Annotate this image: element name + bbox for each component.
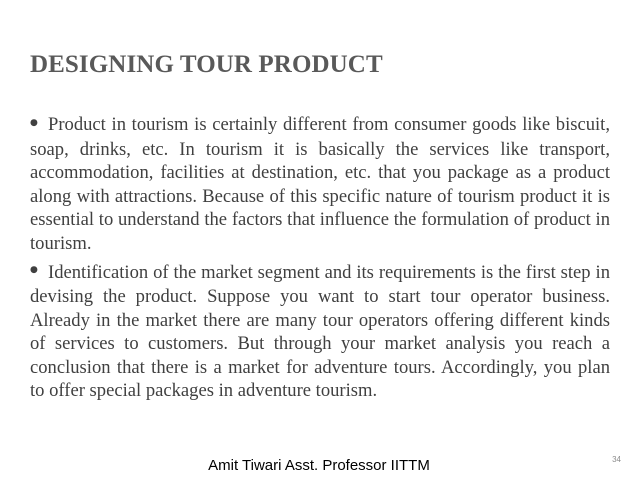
bullet-icon: ●: [30, 265, 38, 276]
slide-body: [30, 113, 610, 408]
bullet-paragraph-2: [30, 261, 610, 404]
page-number: 34: [612, 455, 621, 464]
paragraph-text: Product in tourism is certainly different from consumer goods like biscuit, soap, drinks, etc. In tourism it is basically the services like transport, accommodation, facilities at destination, etc. that you package as a product along with attractions. Because of this specific nature of tourism product it is essential to understand the factors that influence the formulation of product in tourism.: [30, 114, 610, 254]
footer-author: Amit Tiwari Asst. Professor IITTM: [208, 457, 430, 474]
bullet-paragraph-1: [30, 113, 610, 256]
paragraph-text: Identification of the market segment and its requirements is the first step in devising the product. Suppose you want to start tour operator business. Already in the market there are many tour operators offering different kinds of services to customers. But through your market analysis you reach a conclusion that there is a market for adventure tours. Accordingly, you plan to offer special packages in adventure tourism.: [30, 261, 610, 402]
bullet-icon: ●: [30, 117, 38, 128]
slide-title: DESIGNING TOUR PRODUCT: [30, 51, 383, 78]
